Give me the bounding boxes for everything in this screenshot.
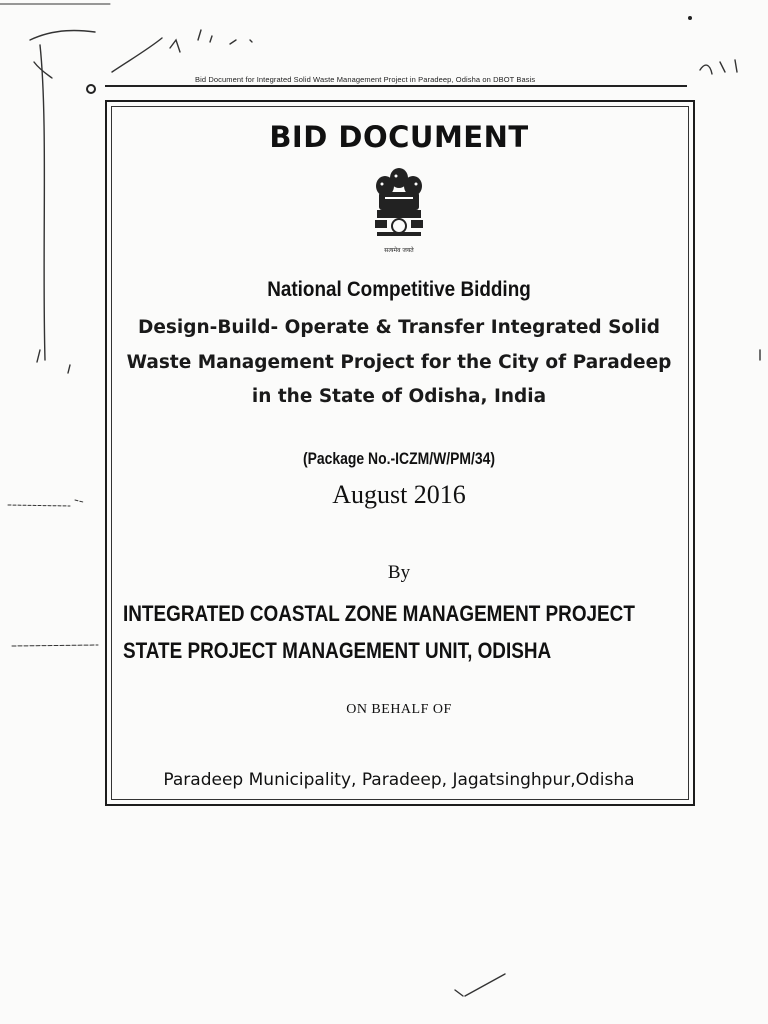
municipality-address: Paradeep Municipality, Paradeep, Jagatsinghpur,Odisha (163, 770, 635, 790)
header-rule (105, 85, 687, 87)
document-date: August 2016 (332, 480, 466, 509)
package-number: (Package No.-ICZM/W/PM/34) (302, 449, 496, 468)
on-behalf-label: ON BEHALF OF (346, 702, 452, 717)
description-line: in the State of Odisha, India (251, 386, 547, 407)
running-header: Bid Document for Integrated Solid Waste Management Project in Paradeep, Odisha on DBOT Basis (195, 75, 536, 84)
description-line: Design-Build- Operate & Transfer Integrated Solid (137, 317, 661, 338)
emblem-caption: सत्यमेव जयते (384, 247, 414, 254)
national-emblem-icon (369, 164, 429, 256)
by-label: By (387, 562, 411, 583)
organization-line: INTEGRATED COASTAL ZONE MANAGEMENT PROJECT (123, 601, 635, 626)
bidding-type: National Competitive Bidding (267, 278, 531, 301)
document-title: BID DOCUMENT (269, 120, 529, 154)
description-line: Waste Management Project for the City of Paradeep (126, 352, 672, 373)
organization-line: STATE PROJECT MANAGEMENT UNIT, ODISHA (123, 638, 552, 663)
